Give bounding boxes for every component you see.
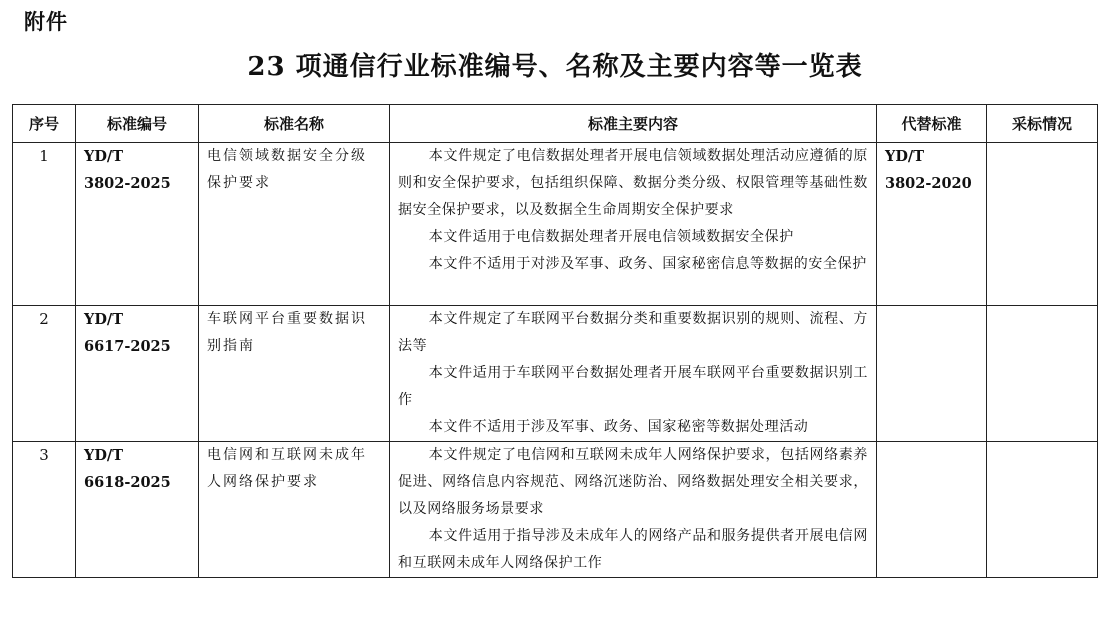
content-paragraph: 本文件规定了电信数据处理者开展电信领域数据处理活动应遵循的原则和安全保护要求，包括组织保障、数据分类分级、权限管理等基础性数据安全保护要求，以及数据全生命周期安全保护要求 [398,148,868,218]
table-row [13,442,1098,578]
table-row [13,143,1098,306]
header-index: 序号 [13,105,76,143]
standard-content [390,442,877,578]
adoption-status [987,442,1098,578]
header-replaces: 代替标准 [877,105,987,143]
adoption-status [987,143,1098,306]
standard-code [76,143,199,306]
header-name: 标准名称 [199,105,390,143]
row-index: 3 [13,442,76,578]
standard-code-prefix: YD/T [84,447,124,464]
content-paragraph: 本文件不适用于涉及军事、政务、国家秘密等数据处理活动 [428,419,809,435]
content-paragraph: 本文件适用于车联网平台数据处理者开展车联网平台重要数据识别工作 [398,365,868,408]
standard-content [390,306,877,442]
standard-code-number: 6618-2025 [84,474,171,491]
replaced-standard-prefix: YD/T [885,148,925,165]
row-index: 1 [13,143,76,306]
standard-code-prefix: YD/T [84,311,124,328]
content-paragraph: 本文件不适用于对涉及军事、政务、国家秘密信息等数据的安全保护 [428,256,867,272]
content-paragraph: 本文件适用于指导涉及未成年人的网络产品和服务提供者开展电信网和互联网未成年人网络保护工作 [398,528,868,571]
content-paragraph: 本文件规定了车联网平台数据分类和重要数据识别的规则、流程、方法等 [398,311,868,354]
replaced-standard-number: 3802-2020 [885,175,972,192]
standard-code-number: 6617-2025 [84,338,171,355]
table-row [13,306,1098,442]
standards-table [12,104,1098,578]
replaced-standard [877,143,987,306]
page-title: 23 项通信行业标准编号、名称及主要内容等一览表 [247,52,863,82]
table-header-row [13,105,1098,143]
standard-name: 电信网和互联网未成年人网络保护要求 [199,442,390,578]
standard-code [76,306,199,442]
header-content: 标准主要内容 [390,105,877,143]
replaced-standard [877,442,987,578]
adoption-status [987,306,1098,442]
row-index: 2 [13,306,76,442]
header-adoption: 采标情况 [987,105,1098,143]
replaced-standard [877,306,987,442]
standard-code [76,442,199,578]
standard-name: 车联网平台重要数据识别指南 [199,306,390,442]
content-paragraph: 本文件适用于电信数据处理者开展电信领域数据安全保护 [428,229,794,245]
content-paragraph: 本文件规定了电信网和互联网未成年人网络保护要求，包括网络素养促进、网络信息内容规范、网络沉迷防治、网络数据处理安全相关要求，以及网络服务场景要求 [398,447,868,517]
standard-code-number: 3802-2025 [84,175,171,192]
standard-code-prefix: YD/T [84,148,124,165]
standard-content [390,143,877,306]
standard-name: 电信领域数据安全分级保护要求 [199,143,390,306]
attachment-label: 附件 [24,10,68,34]
header-code: 标准编号 [76,105,199,143]
